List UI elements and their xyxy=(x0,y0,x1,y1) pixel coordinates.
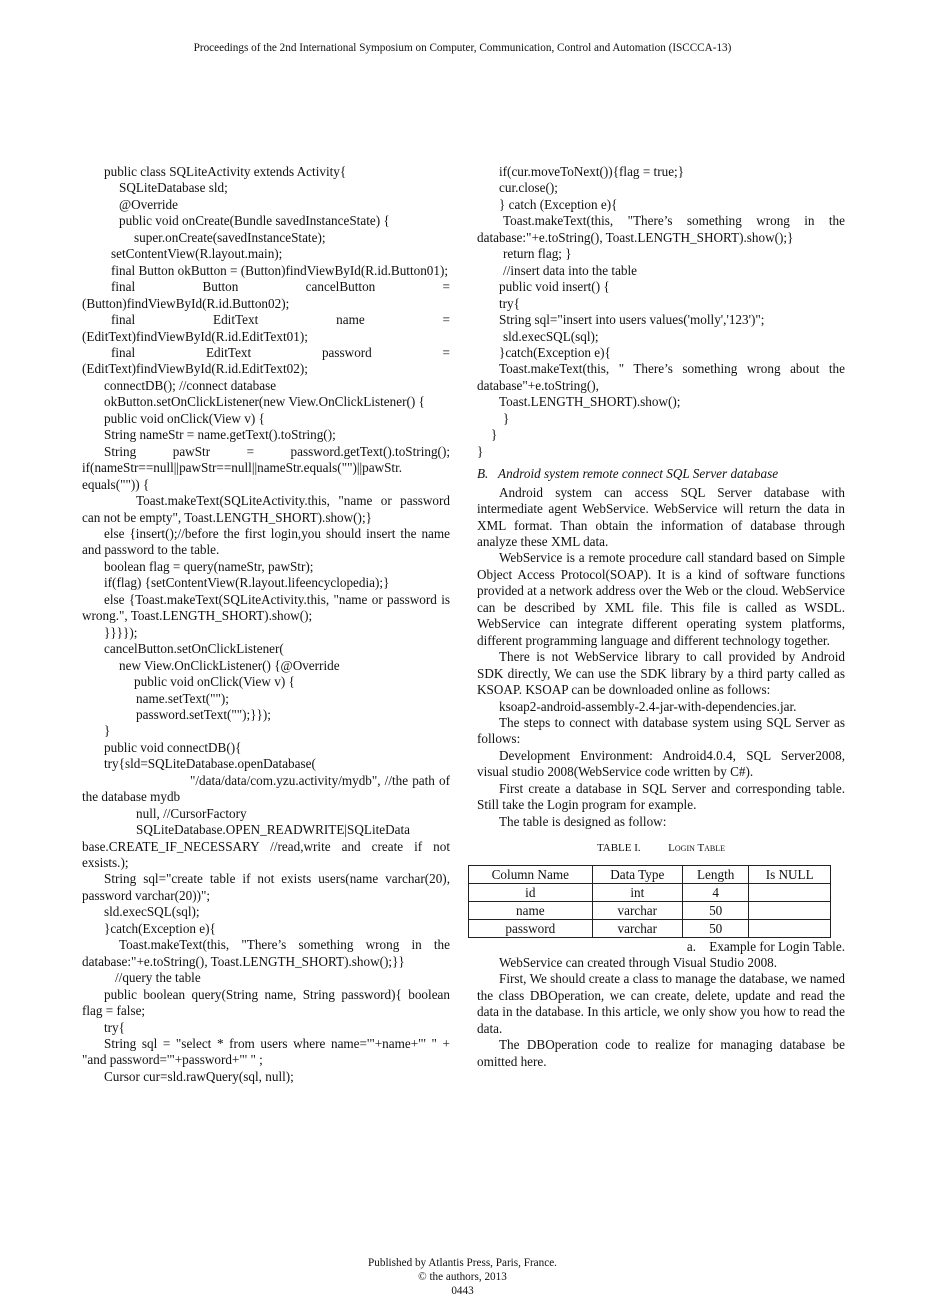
publisher-line: Published by Atlantis Press, Paris, France. xyxy=(368,1257,557,1269)
right-column xyxy=(477,164,845,1070)
code-line: String sql="create table if not exists users(name varchar(20), password varchar(20))"; xyxy=(82,871,450,903)
body-paragraphs xyxy=(477,485,845,831)
section-heading: B. Android system remote connect SQL Server database xyxy=(477,466,779,482)
code-line: try{ xyxy=(104,1019,125,1035)
body-paragraphs-after-table xyxy=(477,955,845,1070)
table-row xyxy=(469,919,831,937)
table-row xyxy=(469,883,831,901)
code-line: } xyxy=(104,723,111,739)
right-column-code xyxy=(477,164,845,460)
paragraph: The steps to connect with database system using SQL Server as follows: xyxy=(477,714,845,747)
code-line: }catch(Exception e){ xyxy=(499,344,611,360)
table-cell: varchar xyxy=(592,901,682,919)
code-line: SQLiteDatabase sld; xyxy=(119,180,228,196)
code-line: final EditText name = (EditText)findViewById(R.id.EditText01); xyxy=(82,312,450,344)
table-cell xyxy=(749,901,831,919)
paragraph: Android system can access SQL Server database with intermediate agent WebService. WebService will return the data in XML format. Than obtain the information of database through analyze these XML data. xyxy=(477,484,845,549)
code-line: Toast.LENGTH_SHORT).show(); xyxy=(499,394,681,410)
code-line: try{ xyxy=(499,295,520,311)
code-line: } xyxy=(477,443,484,459)
login-table xyxy=(468,865,831,938)
code-line: String nameStr = name.getText().toString(); xyxy=(104,427,336,443)
code-line: Cursor cur=sld.rawQuery(sql, null); xyxy=(104,1068,294,1084)
code-line: if(cur.moveToNext()){flag = true;} xyxy=(499,164,685,179)
code-line: public boolean query(String name, String password){ boolean flag = false; xyxy=(82,986,450,1019)
code-line: name.setText(""); xyxy=(136,690,229,706)
paragraph: First create a database in SQL Server and corresponding table. Still take the Login program for example. xyxy=(477,780,845,813)
code-line: }}}}); xyxy=(104,624,138,640)
code-line: password.setText("");}}); xyxy=(136,706,271,722)
table-cell: password xyxy=(469,919,593,937)
table-header-row xyxy=(469,865,831,883)
paragraph: The table is designed as follow: xyxy=(499,813,667,829)
paragraph: The DBOperation code to realize for managing database be omitted here. xyxy=(477,1037,845,1069)
code-line: return flag; } xyxy=(503,246,572,262)
paragraph: WebService is a remote procedure call standard based on Simple Object Access Protocol(SOAP). It is a kind of software functions provided at a network address over the Web or the cloud. WebService can be described by XML file. This file is called as WSDL. WebService can integrate different operating system platforms, different programming language and different technology together. xyxy=(477,550,845,648)
paragraph: WebService can created through Visual Studio 2008. xyxy=(499,955,778,971)
code-line: cur.close(); xyxy=(499,180,558,196)
paragraph: There is not WebService library to call provided by Android SDK directly, We can use the SDK library by a third party called as KSOAP. KSOAP can be downloaded online as follows: xyxy=(477,649,845,698)
code-line: Toast.makeText(this, "There’s something wrong in the database:"+e.toString(), Toast.LENGTH_SHORT).show();} xyxy=(477,213,845,245)
code-line: else {insert();//before the first login,you should insert the name and password to the table. xyxy=(82,525,450,558)
code-line: if(flag) {setContentView(R.layout.lifeencyclopedia);} xyxy=(104,575,390,591)
code-line: //query the table xyxy=(115,970,201,986)
code-line: String sql="insert into users values('molly','123')"; xyxy=(499,312,765,328)
table-cell xyxy=(749,883,831,901)
table-header-cell: Data Type xyxy=(592,865,682,883)
code-line: public void onClick(View v) { xyxy=(134,674,295,690)
code-line: super.onCreate(savedInstanceState); xyxy=(134,229,326,245)
code-line: Toast.makeText(this, "There’s something wrong in the database:"+e.toString(), Toast.LENGTH_SHORT).show();}} xyxy=(82,937,450,969)
paragraph: ksoap2-android-assembly-2.4-jar-with-dependencies.jar. xyxy=(499,698,797,714)
table-caption-title: TABLE I. Login Table xyxy=(596,842,726,855)
code-line: }catch(Exception e){ xyxy=(104,920,216,936)
code-line: try{sld=SQLiteDatabase.openDatabase( xyxy=(104,756,316,772)
code-line: public void onCreate(Bundle savedInstanceState) { xyxy=(119,213,390,229)
code-line: public void insert() { xyxy=(499,279,610,295)
table-cell: 50 xyxy=(682,919,748,937)
code-line: sld.execSQL(sql); xyxy=(503,328,599,344)
table-cell: id xyxy=(469,883,593,901)
code-line: SQLiteDatabase.OPEN_READWRITE|SQLiteData base.CREATE_IF_NECESSARY //read,write and create if not exsists.); xyxy=(82,822,450,871)
code-line: new View.OnClickListener() {@Override xyxy=(119,657,340,673)
code-line: connectDB(); //connect database xyxy=(104,377,277,393)
code-line: final Button cancelButton = (Button)findViewById(R.id.Button02); xyxy=(82,279,450,311)
code-line: boolean flag = query(nameStr, pawStr); xyxy=(104,558,314,574)
table-cell: 4 xyxy=(682,883,748,901)
code-line: final EditText password = (EditText)findViewById(R.id.EditText02); xyxy=(82,344,450,377)
table-cell xyxy=(749,919,831,937)
table-header-cell: Is NULL xyxy=(749,865,831,883)
paragraph: First, We should create a class to manage the database, we named the class DBOperation, we can create, delete, update and read the data in the database. In this article, we only show you how to read the data. xyxy=(477,971,845,1036)
table-cell: 50 xyxy=(682,901,748,919)
table-row xyxy=(469,901,831,919)
table-cell: name xyxy=(469,901,593,919)
left-column-code xyxy=(82,164,450,1085)
table-caption: a. Example for Login Table. xyxy=(686,938,845,954)
code-line: Toast.makeText(this, " There’s something wrong about the database"+e.toString(), xyxy=(477,361,845,393)
proceedings-header: Proceedings of the 2nd International Symposium on Computer, Communication, Control and Automation (ISCCCA-13) xyxy=(193,42,732,54)
copyright-line: © the authors, 2013 xyxy=(418,1270,507,1283)
code-line: cancelButton.setOnClickListener( xyxy=(104,641,284,657)
code-line: String pawStr = password.getText().toString(); if(nameStr==null||pawStr==null||nameStr.equals("")||pawStr. equals("")) { xyxy=(82,443,450,492)
code-line: } catch (Exception e){ xyxy=(499,196,618,212)
table-cell: varchar xyxy=(592,919,682,937)
code-line: //insert data into the table xyxy=(503,262,638,278)
code-line: final Button okButton = (Button)findViewById(R.id.Button01); xyxy=(111,262,449,278)
code-line: okButton.setOnClickListener(new View.OnClickListener() { xyxy=(104,394,425,410)
code-line: public void connectDB(){ xyxy=(104,739,242,755)
page-number: 0443 xyxy=(451,1284,474,1297)
table-header-cell: Length xyxy=(682,865,748,883)
code-line: else {Toast.makeText(SQLiteActivity.this, "name or password is wrong.", Toast.LENGTH_SHORT).show(); xyxy=(82,591,450,624)
code-line: @Override xyxy=(119,196,179,212)
page-footer xyxy=(0,1257,925,1298)
code-line: Toast.makeText(SQLiteActivity.this, "name or password can not be empty", Toast.LENGTH_SHORT).show();} xyxy=(82,493,450,525)
table-header-cell: Column Name xyxy=(469,865,593,883)
code-line: public class SQLiteActivity extends Activity{ xyxy=(104,164,347,179)
code-line: String sql = "select * from users where name='"+name+"' " + "and password='"+password+"' " ; xyxy=(82,1036,450,1068)
paragraph: Development Environment: Android4.0.4, SQL Server2008, visual studio 2008(WebService code written by C#). xyxy=(477,747,845,780)
table-cell: int xyxy=(592,883,682,901)
code-line: null, //CursorFactory xyxy=(136,805,247,821)
code-line: } xyxy=(491,427,498,443)
code-line: sld.execSQL(sql); xyxy=(104,904,200,920)
code-line: public void onClick(View v) { xyxy=(104,410,265,426)
code-line: } xyxy=(503,410,510,426)
code-line: "/data/data/com.yzu.activity/mydb", //the path of the database mydb xyxy=(82,772,450,805)
code-line: setContentView(R.layout.main); xyxy=(111,246,283,262)
